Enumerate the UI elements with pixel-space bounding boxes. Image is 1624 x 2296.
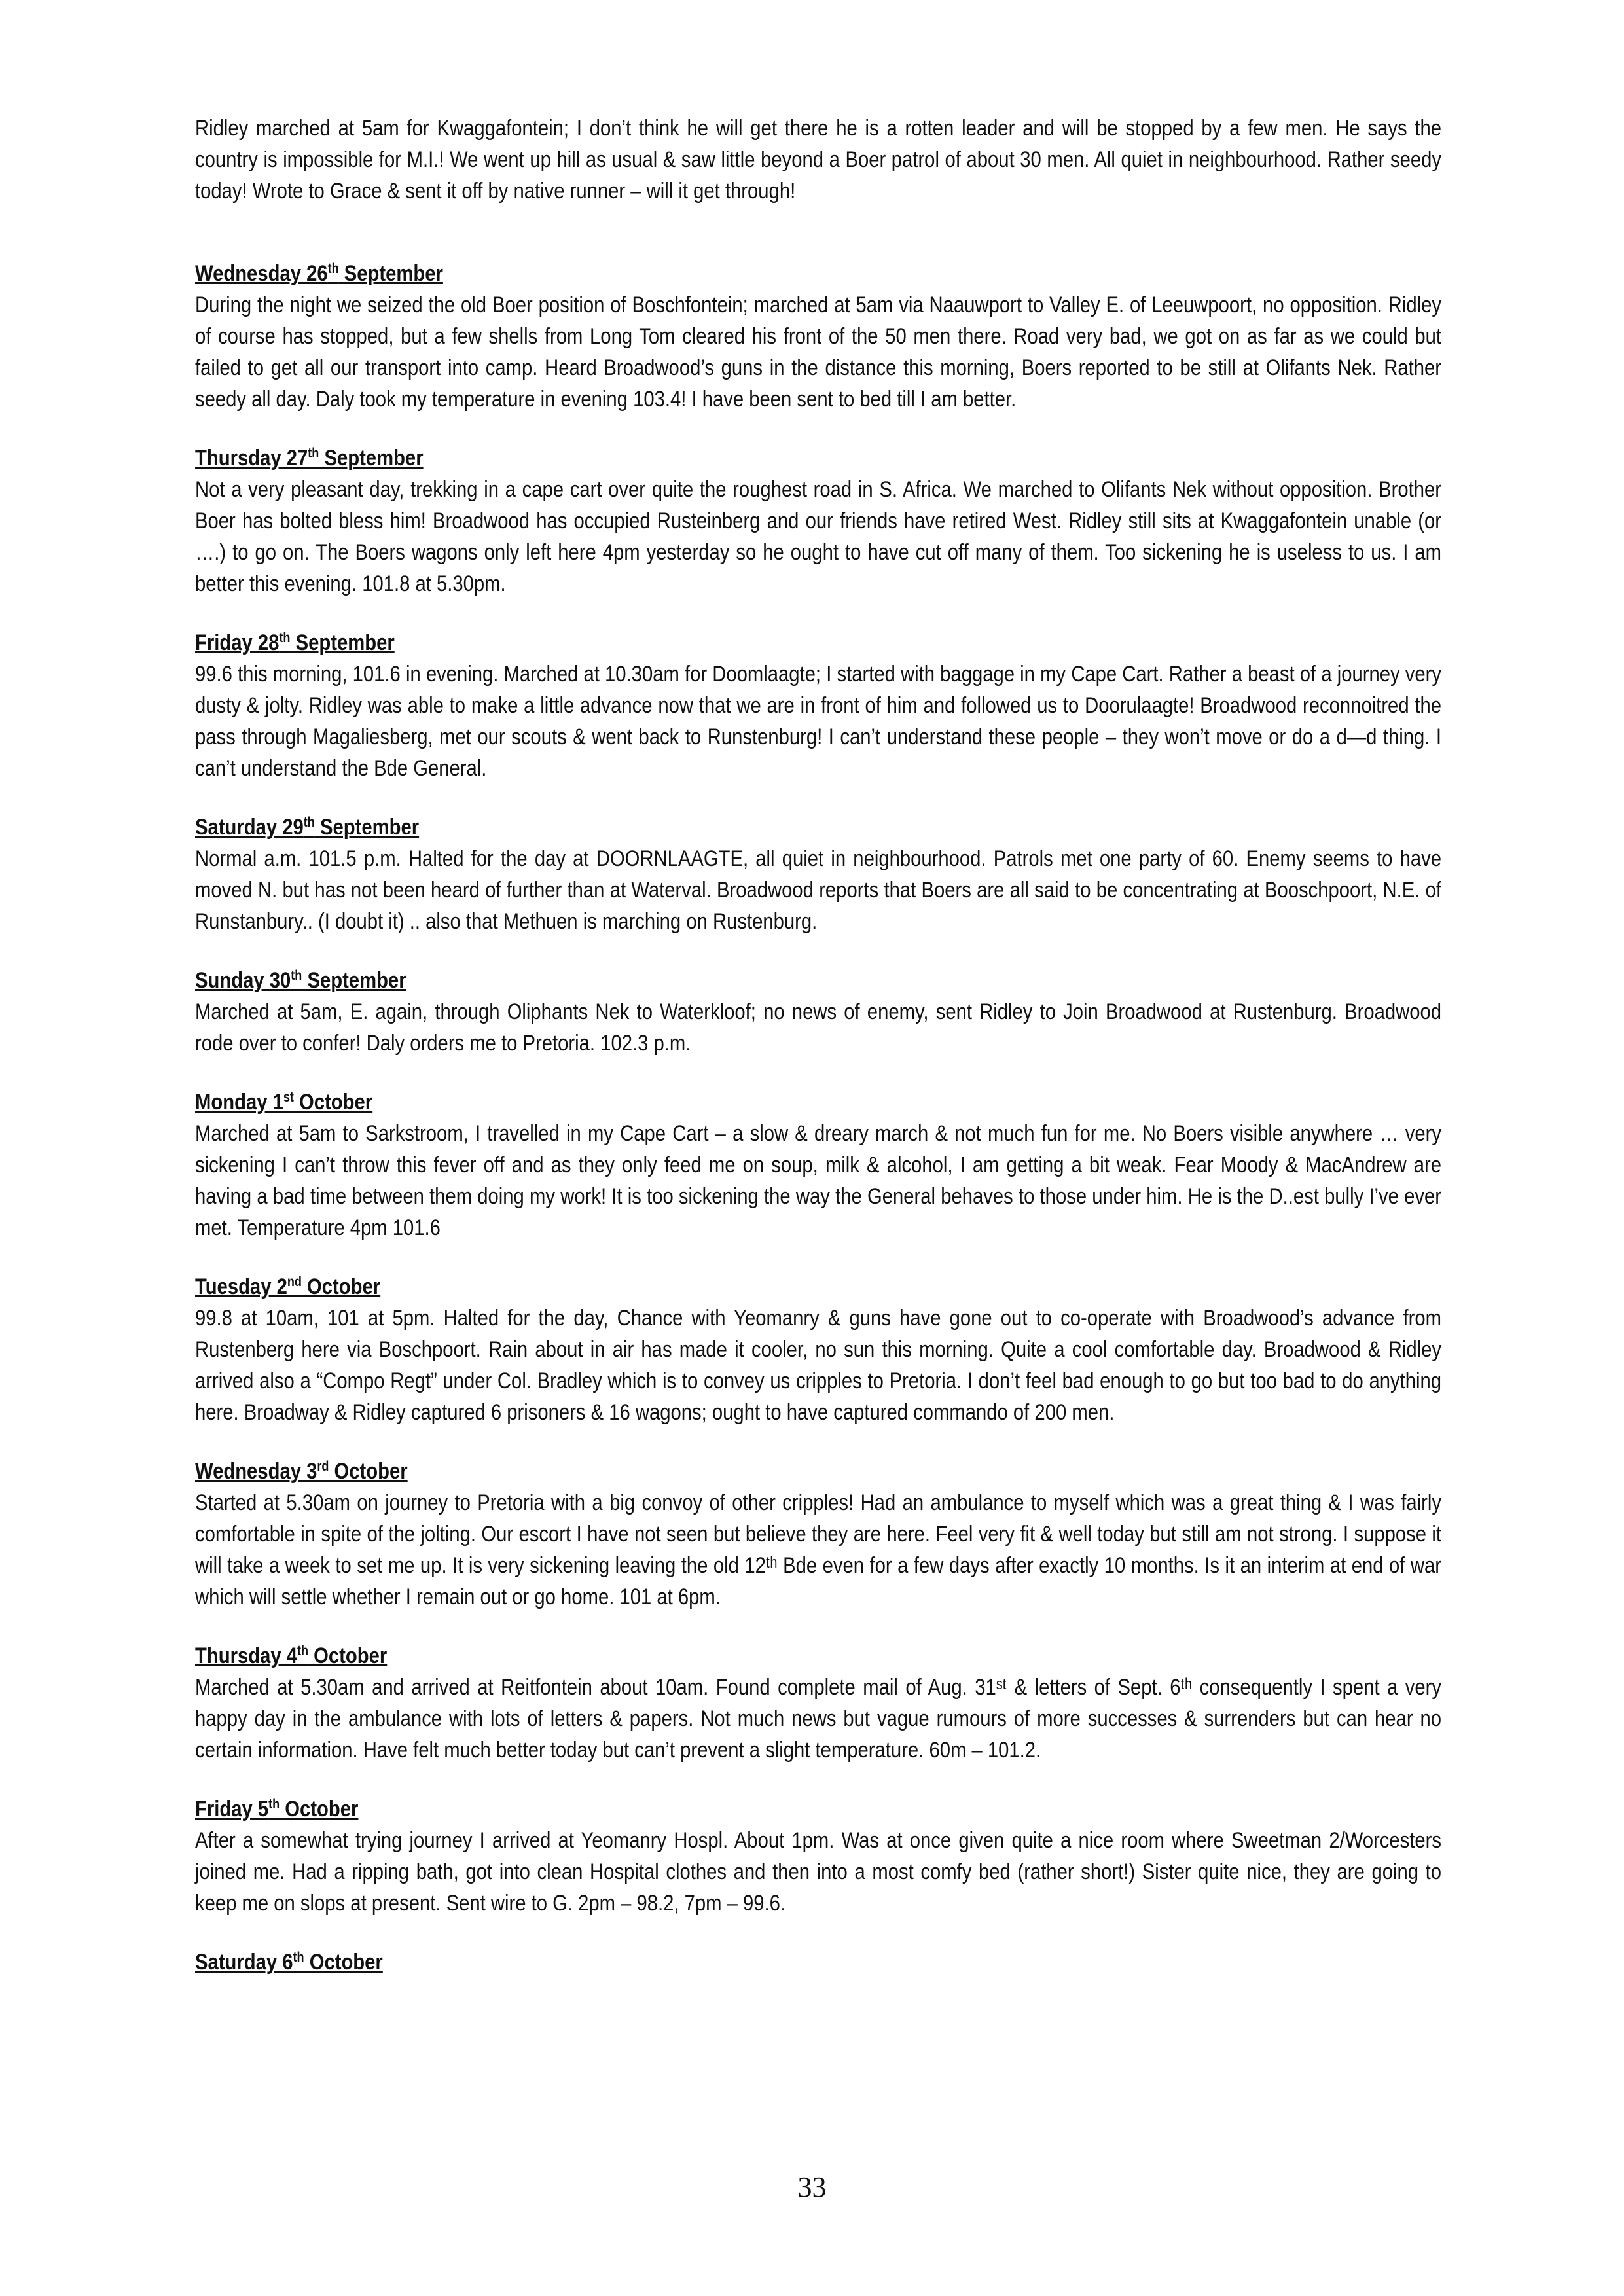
entry-text: During the night we seized the old Boer position of Boschfontein; marched at 5am via Naauwport to Valley E. of Leeuwpoort, no opposition. Ridley of course has stopped, but a few shells from Long Tom cleared his front of the 50 men there. Road very bad, we got on as far as we could but failed to get all our transport into camp. Heard Broadwood’s guns in the distance this morning, Boers reported to be still at Olifants Nek. Rather seedy all day. Daly took my temperature in evening 103.4! I have been sent to bed till I am better. <box>195 293 1442 412</box>
entry-heading: Friday 28th September <box>195 630 395 655</box>
entry-heading: Saturday 6th October <box>195 1950 383 1975</box>
diary-entry <box>195 258 1441 415</box>
diary-entry <box>195 1640 1441 1766</box>
entry-text: 99.6 this morning, 101.6 in evening. Marched at 10.30am for Doomlaagte; I started with baggage in my Cape Cart. Rather a beast of a journey very dusty & jolty. Ridley was able to make a little advance now that we are in front of him and followed us to Doorulaagte! Broadwood reconnoitred the pass through Magaliesberg, met our scouts & went back to Runstenburg! I can’t understand these people – they won’t move or do a d—d thing. I can’t understand the Bde General. <box>195 662 1442 781</box>
entry-heading: Sunday 30th September <box>195 968 406 993</box>
entry-heading: Wednesday 3rd October <box>195 1459 408 1484</box>
entry-heading: Friday 5th October <box>195 1797 359 1821</box>
page-number: 33 <box>797 2171 827 2203</box>
entry-heading: Monday 1st October <box>195 1090 373 1115</box>
diary-entry <box>195 1946 1441 1978</box>
diary-entry <box>195 1086 1441 1244</box>
entry-text: Marched at 5am, E. again, through Oliphants Nek to Waterkloof; no news of enemy, sent Ridley to Join Broadwood at Rustenburg. Broadwood rode over to confer! Daly orders me to Pretoria. 102.3 p.m. <box>195 999 1442 1056</box>
diary-page <box>195 113 1441 2005</box>
entry-text: 99.8 at 10am, 101 at 5pm. Halted for the day, Chance with Yeomanry & guns have gone out to co-operate with Broadwood’s advance from Rustenberg here via Boschpoort. Rain about in air has made it cooler, no sun this morning. Quite a cool comfortable day. Broadwood & Ridley arrived also a “Compo Regt” under Col. Bradley which is to convey us cripples to Pretoria. I don’t feel bad enough to go but too bad to do anything here. Broadway & Ridley captured 6 prisoners & 16 wagons; ought to have captured commando of 200 men. <box>195 1306 1442 1425</box>
diary-entry <box>195 442 1441 600</box>
diary-entry <box>195 627 1441 784</box>
entry-text: Normal a.m. 101.5 p.m. Halted for the day at DOORNLAAGTE, all quiet in neighbourhood. Patrols met one party of 60. Enemy seems to have moved N. but has not been heard of further than at Waterval. Broadwood reports that Boers are all said to be concentrating at Booschpoort, N.E. of Runstanbury.. (I doubt it) .. also that Methuen is marching on Rustenburg. <box>195 846 1442 934</box>
entry-text: Marched at 5.30am and arrived at Reitfontein about 10am. Found complete mail of Aug. 31ˢᵗ & letters of Sept. 6ᵗʰ consequently I spent a very happy day in the ambulance with lots of letters & papers. Not much news but vague rumours of more successes & surrenders but can hear no certain information. Have felt much better today but can’t prevent a slight temperature. 60m – 101.2. <box>195 1675 1442 1763</box>
entry-text: After a somewhat trying journey I arrived at Yeomanry Hospl. About 1pm. Was at once given quite a nice room where Sweetman 2/Worcesters joined me. Had a ripping bath, got into clean Hospital clothes and then into a most comfy bed (rather short!) Sister quite nice, they are going to keep me on slops at present. Sent wire to G. 2pm – 98.2, 7pm – 99.6. <box>195 1828 1442 1916</box>
diary-entry <box>195 965 1441 1059</box>
entry-heading: Wednesday 26th September <box>195 261 443 286</box>
diary-entry <box>195 1271 1441 1428</box>
entry-heading: Thursday 27th September <box>195 446 424 471</box>
diary-entry <box>195 1793 1441 1919</box>
diary-entry <box>195 1456 1441 1613</box>
entry-heading: Thursday 4th October <box>195 1643 388 1668</box>
entry-text: Not a very pleasant day, trekking in a cape cart over quite the roughest road in S. Africa. We marched to Olifants Nek without opposition. Brother Boer has bolted bless him! Broadwood has occupied Rusteinberg and our friends have retired West. Ridley still sits at Kwaggafontein unable (or ….) to go on. The Boers wagons only left here 4pm yesterday so he ought to have cut off many of them. Too sickening he is useless to us. I am better this evening. 101.8 at 5.30pm. <box>195 477 1442 596</box>
entry-heading: Tuesday 2nd October <box>195 1274 381 1299</box>
entry-text: Marched at 5am to Sarkstroom, I travelled in my Cape Cart – a slow & dreary march & not much fun for me. No Boers visible anywhere … very sickening I can’t throw this fever off and as they only feed me on soup, milk & alcohol, I am getting a bit weak. Fear Moody & MacAndrew are having a bad time between them doing my work! It is too sickening the way the General behaves to those under him. He is the D..est bully I’ve ever met. Temperature 4pm 101.6 <box>195 1121 1442 1240</box>
intro-paragraph: Ridley marched at 5am for Kwaggafontein; I don’t think he will get there he is a rotten leader and will be stopped by a few men. He says the country is impossible for M.I.! We went up hill as usual & saw little beyond a Boer patrol of about 30 men. All quiet in neighbourhood. Rather seedy today! Wrote to Grace & sent it off by native runner – will it get through! <box>195 116 1442 204</box>
entry-text: Started at 5.30am on journey to Pretoria with a big convoy of other cripples! Had an ambulance to myself which was a great thing & I was fairly comfortable in spite of the jolting. Our escort I have not seen but believe they are here. Feel very fit & well today but still am not strong. I suppose it will take a week to set me up. It is very sickening leaving the old 12ᵗʰ Bde even for a few days after exactly 10 months. Is it an interim at end of war which will settle whether I remain out or go home. 101 at 6pm. <box>195 1490 1442 1609</box>
entry-heading: Saturday 29th September <box>195 815 420 840</box>
diary-entry <box>195 812 1441 937</box>
